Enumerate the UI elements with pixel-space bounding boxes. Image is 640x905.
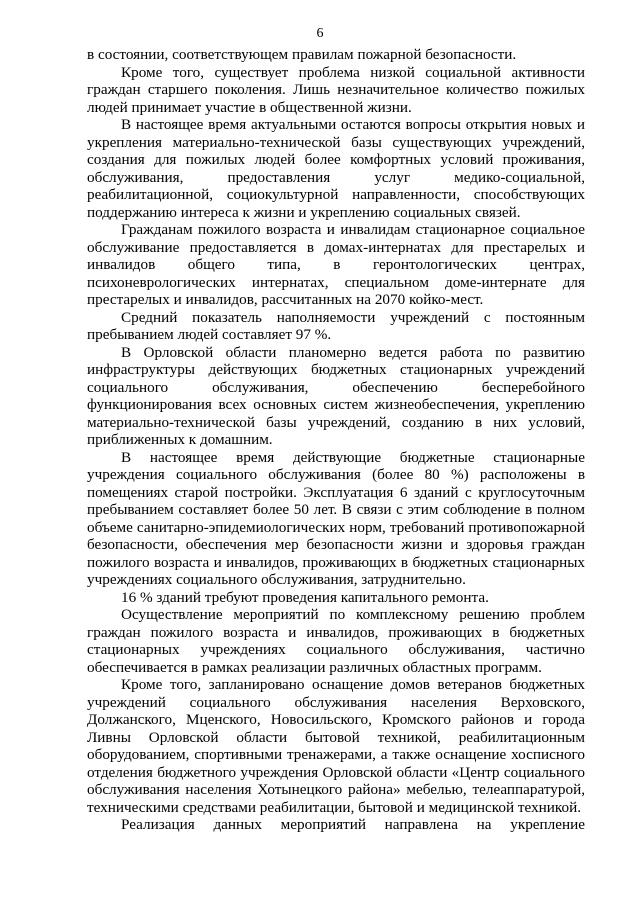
paragraph: В настоящее время действующие бюджетные стационарные учреждения социального обслуживания (более 80 %) расположены в помещениях старой постройки. Эксплуатация 6 зданий с круглосуточным пребыванием составляет более 50 лет. В связи с этим соблюдение в полном объеме санитарно-эпидемиологических норм, требований противопожарной безопасности, обеспечения мер безопасности жизни и здоровья граждан пожилого возраста и инвалидов, проживающих в бюджетных стационарных учреждениях социального обслуживания, затруднительно. [87,448,585,588]
paragraph: Кроме того, запланировано оснащение домов ветеранов бюджетных учреждений социального обслуживания населения Верховского, Должанского, Мценского, Новосильского, Кромского районов и города Ливны Орловской области бытовой техникой, реабилитационным оборудованием, спортивными тренажерами, а также оснащение хосписного отделения бюджетного учреждения Орловской области «Центр социального обслуживания населения Хотынецкого района» мебелью, телеаппаратурой, техническими средствами реабилитации, бытовой и медицинской техникой. [87,676,585,816]
paragraph: Гражданам пожилого возраста и инвалидам стационарное социальное обслуживание предоставляется в домах-интернатах для престарелых и инвалидов общего типа, в геронтологических центрах, психоневрологических интернатах, специальном доме-интернате для престарелых и инвалидов, рассчитанных на 2070 койко-мест. [87,221,585,308]
paragraph: Осуществление мероприятий по комплексному решению проблем граждан пожилого возраста и инвалидов, проживающих в бюджетных стационарных учреждениях социального обслуживания, частично обеспечивается в рамках реализации различных областных программ. [87,606,585,676]
paragraph: в состоянии, соответствующем правилам пожарной безопасности. [87,46,517,63]
paragraph: Средний показатель наполняемости учреждений с постоянным пребыванием людей составляет 97 %. [87,308,585,343]
document-body [87,46,585,834]
page-number: 6 [316,26,324,41]
paragraph: Реализация данных мероприятий направлена на укрепление [121,816,585,833]
paragraph: В Орловской области планомерно ведется работа по развитию инфраструктуры действующих бюджетных стационарных учреждений социального обслуживания, обеспечению бесперебойного функционирования всех основных систем жизнеобеспечения, укреплению материально-технической базы учреждений, созданию в них условий, приближенных к домашним. [87,343,585,448]
paragraph: 16 % зданий требуют проведения капитального ремонта. [121,588,489,606]
paragraph: Кроме того, существует проблема низкой социальной активности граждан старшего поколения. Лишь незначительное количество пожилых людей принимает участие в общественной жизни. [87,63,585,116]
paragraph: В настоящее время актуальными остаются вопросы открытия новых и укрепления материально-технической базы существующих учреждений, создания для пожилых людей более комфортных условий проживания, обслуживания, предоставления услуг медико-социальной, реабилитационной, социокультурной направленности, способствующих поддержанию интереса к жизни и укреплению социальных связей. [87,116,585,221]
